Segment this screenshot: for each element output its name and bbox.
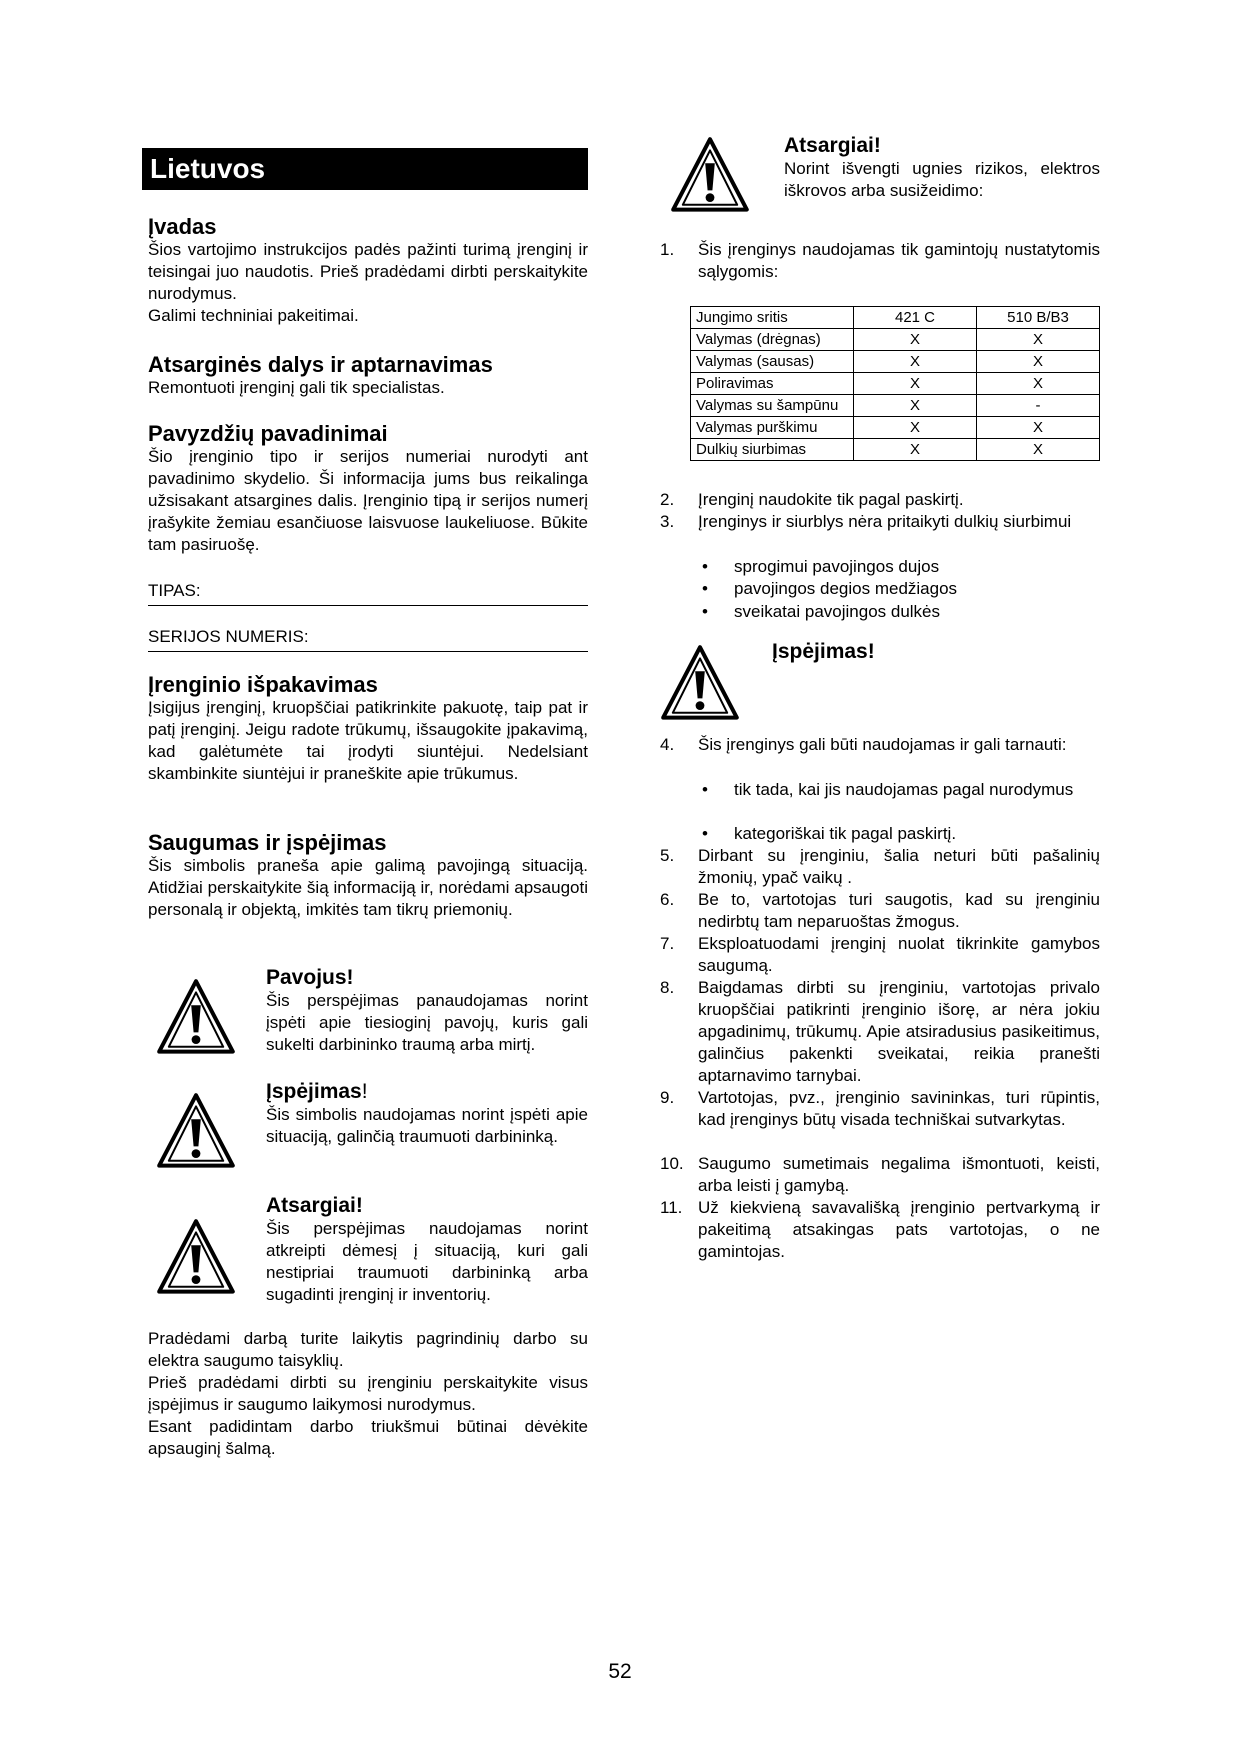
warning-triangle-icon bbox=[156, 978, 236, 1058]
bullet-item bbox=[698, 601, 1100, 623]
list-item-text: Eksploatuodami įrenginį nuolat tikrinkite gamybos saugumą. bbox=[698, 934, 1100, 975]
table-cell: Valymas (sausas) bbox=[691, 351, 854, 373]
danger-text: Šis perspėjimas panaudojamas norint įspėti apie tiesioginį pavojų, kuris gali sukelti darbininko traumą arba mirtį. bbox=[266, 991, 588, 1054]
warning-triangle-icon bbox=[156, 1092, 236, 1172]
warning-text: Šis simbolis naudojamas norint įspėti apie situaciją, galinčią traumuoti darbininką. bbox=[266, 1105, 588, 1146]
unpacking-title: Įrenginio išpakavimas bbox=[148, 672, 378, 697]
table-cell: X bbox=[977, 417, 1100, 439]
application-table bbox=[690, 306, 1100, 461]
model-names-title: Pavyzdžių pavadinimai bbox=[148, 421, 388, 446]
caution-title: Atsargiai! bbox=[266, 1194, 363, 1217]
warning-right-title: Įspėjimas! bbox=[772, 640, 875, 663]
list-item-number: 6. bbox=[660, 890, 675, 909]
list-item-number: 11. bbox=[660, 1198, 683, 1217]
table-row bbox=[691, 417, 1100, 439]
list-item-text: Įrenginį naudokite tik pagal paskirtį. bbox=[698, 490, 964, 509]
table-cell: X bbox=[854, 417, 977, 439]
list-item-number: 1. bbox=[660, 240, 675, 259]
caution-notice bbox=[148, 1194, 588, 1304]
caution-right-title: Atsargiai! bbox=[784, 134, 881, 157]
general-rules bbox=[148, 1328, 588, 1460]
warning-right bbox=[660, 640, 1100, 740]
table-cell: 510 B/B3 bbox=[977, 307, 1100, 329]
list-item-text: Įrenginys ir siurblys nėra pritaikyti dulkių siurbimui bbox=[698, 512, 1072, 531]
list-item-text: Šis įrenginys gali būti naudojamas ir gali tarnauti: bbox=[698, 735, 1067, 754]
safety-section bbox=[148, 830, 588, 921]
bullet-icon: • bbox=[702, 824, 708, 843]
table-row bbox=[691, 439, 1100, 461]
safety-title: Saugumas ir įspėjimas bbox=[148, 830, 387, 855]
unpacking-text: Įsigijus įrenginį, kruopščiai patikrinkite pakuotę, taip pat ir patį įrenginį. Jeigu radote trūkumų, išsaugokite įpakavimą, kad galėtumėte tai įrodyti siuntėjui. Nedelsiant skambinkite siuntėjui ir praneškite apie trūkumus. bbox=[148, 698, 588, 783]
list-item bbox=[660, 933, 1100, 977]
list-item-text: Be to, vartotojas turi saugotis, kad su įrenginiu nedirbtų tam neparuoštas žmogus. bbox=[698, 890, 1100, 931]
list-item-number: 3. bbox=[660, 512, 675, 531]
list-item-number: 8. bbox=[660, 978, 675, 997]
caution-text: Šis perspėjimas naudojamas norint atkreipti dėmesį į situaciją, kuri gali nestipriai traumuoti darbininką arba sugadinti įrenginį ir inventorių. bbox=[266, 1219, 588, 1304]
table-cell: X bbox=[854, 395, 977, 417]
table-cell: X bbox=[854, 439, 977, 461]
table-header-row bbox=[691, 307, 1100, 329]
list-item bbox=[660, 1197, 1100, 1263]
list-item bbox=[660, 1153, 1100, 1197]
bullet-icon: • bbox=[702, 602, 708, 621]
list-item-text: Dirbant su įrenginiu, šalia neturi būti pašalinių žmonių, ypač vaikų . bbox=[698, 846, 1100, 887]
language-banner: Lietuvos bbox=[142, 148, 588, 190]
list-item bbox=[660, 889, 1100, 933]
warning-triangle-icon bbox=[156, 1218, 236, 1298]
unpacking-section bbox=[148, 672, 588, 785]
warning-triangle-icon bbox=[670, 136, 750, 216]
type-field[interactable]: TIPAS: bbox=[148, 580, 588, 606]
table-cell: Valymas (drėgnas) bbox=[691, 329, 854, 351]
bullet-item bbox=[698, 578, 1100, 600]
danger-title: Pavojus! bbox=[266, 966, 354, 989]
list-item-number: 7. bbox=[660, 934, 675, 953]
general-p3: Esant padidintam darbo triukšmui būtinai dėvėkite apsauginį šalmą. bbox=[148, 1417, 588, 1458]
danger-warning bbox=[148, 966, 588, 1066]
list-item-text: Baigdamas dirbti su įrenginiu, vartotojas privalo kruopščiai patikrinti įrenginio išorę, ar nėra jokiu apgadinimų, trūkumų. Apie atsiradusius pasikeitimus, galinčius pakenkti sveikatai, reikia pranešti aptarnavimo tarnybai. bbox=[698, 978, 1100, 1085]
table-row bbox=[691, 373, 1100, 395]
safety-text: Šis simbolis praneša apie galimą pavojingą situaciją. Atidžiai perskaitykite šią informaciją ir, norėdami apsaugoti personalą ir objektą, imkitės tam tikrų priemonių. bbox=[148, 856, 588, 919]
list-item-text: Saugumo sumetimais negalima išmontuoti, keisti, arba leisti į gamybą. bbox=[698, 1154, 1100, 1195]
list-item bbox=[660, 489, 1100, 511]
general-p1: Pradėdami darbą turite laikytis pagrindinių darbo su elektra saugumo taisyklių. bbox=[148, 1329, 588, 1370]
bullet-text: sprogimui pavojingos dujos bbox=[734, 557, 940, 576]
bullet-text: kategoriškai tik pagal paskirtį. bbox=[734, 824, 957, 843]
caution-right bbox=[660, 134, 1100, 234]
list-item-text: Vartotojas, pvz., įrenginio savininkas, turi rūpintis, kad įrenginys būtų visada techniškai sutvarkytas. bbox=[698, 1088, 1100, 1129]
intro-section bbox=[148, 214, 588, 327]
serial-field[interactable]: SERIJOS NUMERIS: bbox=[148, 626, 588, 652]
caution-right-text: Norint išvengti ugnies rizikos, elektros iškrovos arba susižeidimo: bbox=[784, 159, 1100, 200]
table-cell: Valymas purškimu bbox=[691, 417, 854, 439]
list-item-text: Už kiekvieną savavališką įrenginio pertvarkymą ir pakeitimą atsakingas pats vartotojas, o ne gamintojas. bbox=[698, 1198, 1100, 1261]
list-item-number: 4. bbox=[660, 735, 675, 754]
table-row bbox=[691, 329, 1100, 351]
spare-parts-title: Atsarginės dalys ir aptarnavimas bbox=[148, 352, 493, 377]
warning-title: Įspėjimas bbox=[266, 1080, 362, 1103]
spare-parts-section bbox=[148, 352, 588, 399]
model-names-text: Šio įrenginio tipo ir serijos numeriai nurodyti ant pavadinimo skydelio. Ši informacija jums bus reikalinga užsisakant atsargines dalis. Įrenginio tipą ir serijos numerį įrašykite žemiau esančiuose laisvuose laukeliuose. Būkite tam pasiruošę. bbox=[148, 447, 588, 554]
bullet-item bbox=[698, 823, 1100, 845]
warning-title-suffix: ! bbox=[361, 1080, 368, 1103]
bullet-text: pavojingos degios medžiagos bbox=[734, 579, 958, 598]
table-cell: Valymas su šampūnu bbox=[691, 395, 854, 417]
model-names-section bbox=[148, 421, 588, 556]
bullet-text: sveikatai pavojingos dulkės bbox=[734, 602, 941, 621]
list-item bbox=[660, 511, 1100, 533]
list-item bbox=[660, 1087, 1100, 1131]
table-cell: - bbox=[977, 395, 1100, 417]
warning-notice bbox=[148, 1080, 588, 1180]
table-cell: 421 C bbox=[854, 307, 977, 329]
table-cell: X bbox=[977, 373, 1100, 395]
list-item-text: Šis įrenginys naudojamas tik gamintojų nustatytomis sąlygomis: bbox=[698, 240, 1100, 281]
list-item bbox=[660, 734, 1100, 756]
intro-note: Galimi techniniai pakeitimai. bbox=[148, 306, 359, 325]
table-cell: X bbox=[854, 329, 977, 351]
table-row bbox=[691, 351, 1100, 373]
list-item bbox=[660, 977, 1100, 1087]
general-p2: Prieš pradėdami dirbti su įrenginiu perskaitykite visus įspėjimus ir saugumo laikymosi nurodymus. bbox=[148, 1373, 588, 1414]
bullet-icon: • bbox=[702, 557, 708, 576]
list-item-number: 5. bbox=[660, 846, 675, 865]
table-cell: X bbox=[854, 373, 977, 395]
list-item bbox=[660, 845, 1100, 889]
spare-parts-text: Remontuoti įrenginį gali tik specialistas. bbox=[148, 378, 445, 397]
list-item-number: 9. bbox=[660, 1088, 675, 1107]
bullet-item bbox=[698, 779, 1100, 801]
list-item-number: 10. bbox=[660, 1154, 684, 1173]
bullet-item bbox=[698, 556, 1100, 578]
list-item bbox=[660, 239, 1100, 283]
table-cell: Dulkių siurbimas bbox=[691, 439, 854, 461]
table-row bbox=[691, 395, 1100, 417]
bullet-icon: • bbox=[702, 579, 708, 598]
warning-triangle-icon bbox=[660, 644, 740, 724]
table-cell: Poliravimas bbox=[691, 373, 854, 395]
table-cell: X bbox=[977, 329, 1100, 351]
table-cell: X bbox=[977, 351, 1100, 373]
intro-text: Šios vartojimo instrukcijos padės pažinti turimą įrenginį ir teisingai juo naudotis. Prieš pradėdami dirbti perskaitykite nurodymus. bbox=[148, 240, 588, 303]
intro-title: Įvadas bbox=[148, 214, 217, 239]
list-item-number: 2. bbox=[660, 490, 675, 509]
page-number: 52 bbox=[608, 1660, 632, 1683]
table-cell: Jungimo sritis bbox=[691, 307, 854, 329]
bullet-icon: • bbox=[702, 780, 708, 799]
bullet-text: tik tada, kai jis naudojamas pagal nurodymus bbox=[734, 780, 1074, 799]
table-cell: X bbox=[854, 351, 977, 373]
table-cell: X bbox=[977, 439, 1100, 461]
